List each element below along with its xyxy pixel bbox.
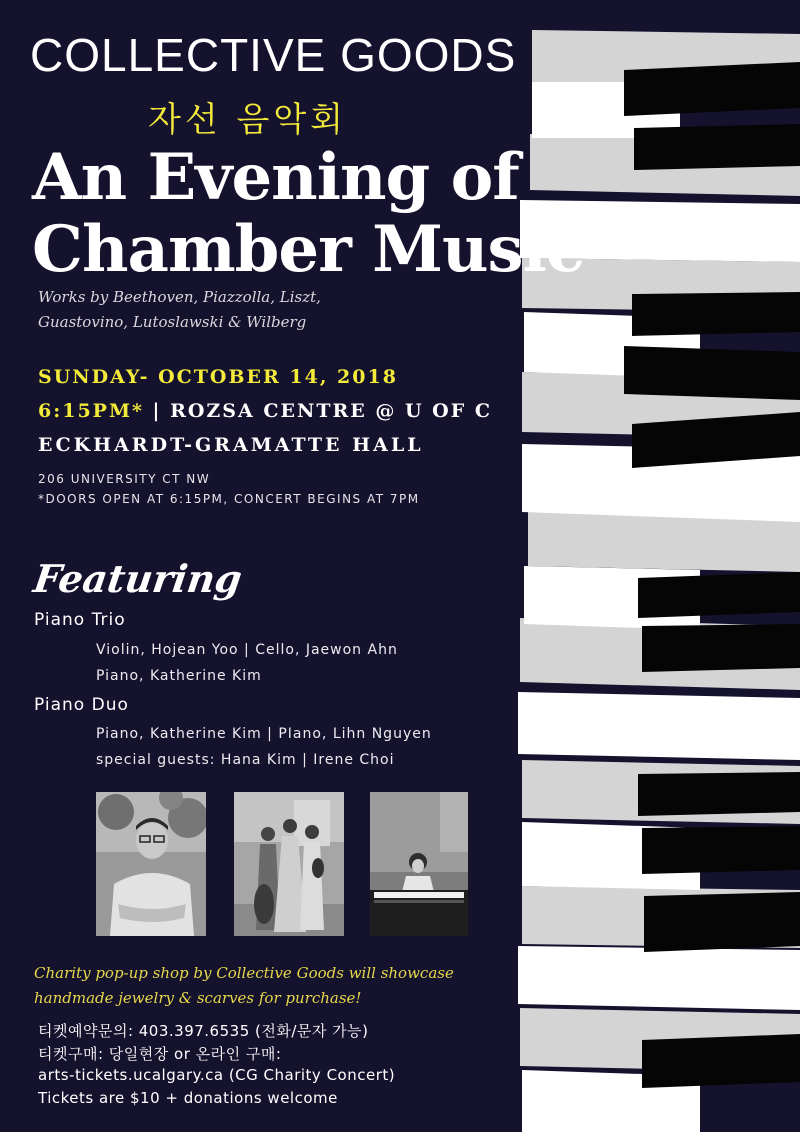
portrait-illustration [96,792,206,936]
doors-note: *DOORS OPEN AT 6:15PM, CONCERT BEGINS AT 7PM [38,492,420,506]
featuring-heading: Featuring [30,556,245,601]
shop-note-line-2: handmade jewelry & scarves for purchase! [34,989,362,1007]
trio-illustration [234,792,344,936]
piano-key-black [638,772,800,816]
member-line: Piano, Katherine Kim [96,668,262,684]
composers-line-2: Guastovino, Lutoslawski & Wilberg [38,313,307,331]
piano-key-grey [528,512,800,572]
group-title-piano-trio: Piano Trio [34,610,126,630]
piano-key-black [642,624,800,672]
member-line: special guests: Hana Kim | Irene Choi [96,752,395,768]
composers-line-1: Works by Beethoven, Piazzolla, Liszt, [38,288,321,306]
separator: | [143,400,171,422]
ticket-url[interactable]: arts-tickets.ucalgary.ca (CG Charity Concert) [38,1066,396,1084]
main-title-line-1: An Evening of [32,140,519,215]
event-date: SUNDAY- OCTOBER 14, 2018 [38,366,398,388]
korean-title: 자선 음악회 [148,100,348,140]
ticket-price: Tickets are $10 + donations welcome [38,1089,338,1107]
member-line: Piano, Katherine Kim | PIano, Lihn Nguyen [96,726,432,742]
performer-photo-pianist [370,792,468,936]
shop-note-line-1: Charity pop-up shop by Collective Goods will showcase [34,964,454,982]
piano-key-white [518,946,800,1010]
piano-key-black [642,1034,800,1088]
org-name: COLLECTIVE GOODS [30,29,517,81]
pianist-illustration [370,792,468,936]
event-time: 6:15PM* [38,400,144,422]
event-hall: ECKHARDT-GRAMATTE HALL [38,434,424,456]
performer-photo-trio [234,792,344,936]
ticket-purchase: 티켓구매: 당일현장 or 온라인 구매: [38,1045,282,1063]
performer-photo-portrait [96,792,206,936]
ticket-inquiry: 티켓예약문의: 403.397.6535 (전화/문자 가능) [38,1022,369,1040]
member-line: Violin, Hojean Yoo | Cello, Jaewon Ahn [96,642,398,658]
piano-key-black [624,62,800,116]
event-venue: ROZSA CENTRE @ U OF C [170,400,492,422]
piano-key-black [624,346,800,400]
group-title-piano-duo: Piano Duo [34,695,129,715]
piano-key-black [634,124,800,170]
main-title-line-2: Chamber Music [32,212,584,287]
piano-key-black [638,572,800,618]
piano-key-black [644,892,800,952]
time-venue-line [38,400,492,422]
piano-key-black [632,292,800,336]
event-address: 206 UNIVERSITY CT NW [38,472,211,486]
piano-key-black [642,826,800,874]
piano-key-white [518,692,800,760]
